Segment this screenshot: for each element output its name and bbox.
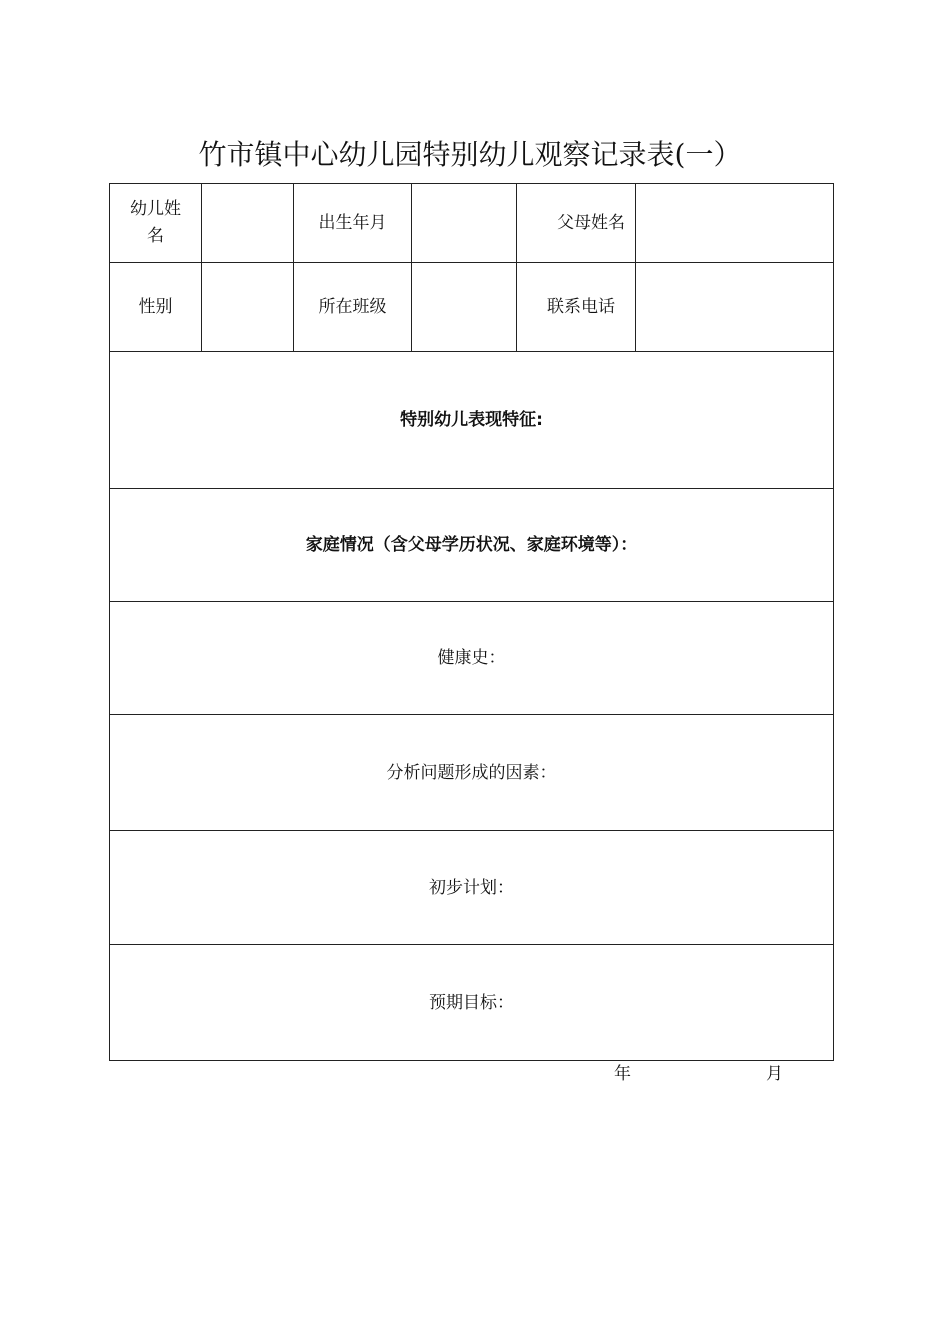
class-label: 所在班级 [318, 297, 387, 317]
parent-name-label-cell [517, 184, 636, 263]
analysis-row [110, 715, 834, 831]
phone-label: 联系电话 [547, 297, 615, 317]
family-section[interactable] [110, 489, 834, 602]
phone-label-cell [517, 263, 636, 352]
features-section[interactable] [110, 352, 834, 489]
gender-label-cell [110, 263, 202, 352]
info-row-2 [110, 263, 834, 352]
gender-label: 性别 [138, 297, 173, 317]
document-title: 竹市镇中心幼儿园特别幼儿观察记录表(一） [198, 138, 742, 171]
plan-section[interactable] [110, 831, 834, 945]
info-row-1 [110, 184, 834, 263]
goals-section[interactable] [110, 945, 834, 1061]
birth-date-label: 出生年月 [318, 213, 387, 233]
plan-label: 初步计划： [429, 877, 514, 898]
health-row [110, 602, 834, 715]
observation-form-table [109, 183, 834, 1061]
gender-value-cell[interactable] [202, 263, 294, 352]
family-row [110, 489, 834, 602]
parent-name-value-cell[interactable] [636, 184, 834, 263]
features-label: 特别幼儿表现特征: [400, 410, 543, 430]
health-label: 健康史： [437, 648, 506, 668]
plan-row [110, 831, 834, 945]
child-name-value-cell[interactable] [202, 184, 294, 263]
family-label: 家庭情况（含父母学历状况、家庭环境等）： [305, 535, 638, 555]
health-section[interactable] [110, 602, 834, 715]
footer-year-label: 年 [614, 1064, 631, 1084]
birth-date-value-cell[interactable] [412, 184, 517, 263]
birth-date-label-cell [294, 184, 412, 263]
analysis-label: 分析问题形成的因素： [386, 762, 557, 783]
parent-name-label: 父母姓名 [557, 213, 625, 233]
footer-month-label: 月 [766, 1064, 783, 1084]
goals-row [110, 945, 834, 1061]
child-name-label-cell [110, 184, 202, 263]
features-row [110, 352, 834, 489]
class-label-cell [294, 263, 412, 352]
child-name-label: 幼儿姓名 [130, 199, 181, 246]
phone-value-cell[interactable] [636, 263, 834, 352]
analysis-section[interactable] [110, 715, 834, 831]
goals-label: 预期目标： [429, 992, 514, 1013]
class-value-cell[interactable] [412, 263, 517, 352]
